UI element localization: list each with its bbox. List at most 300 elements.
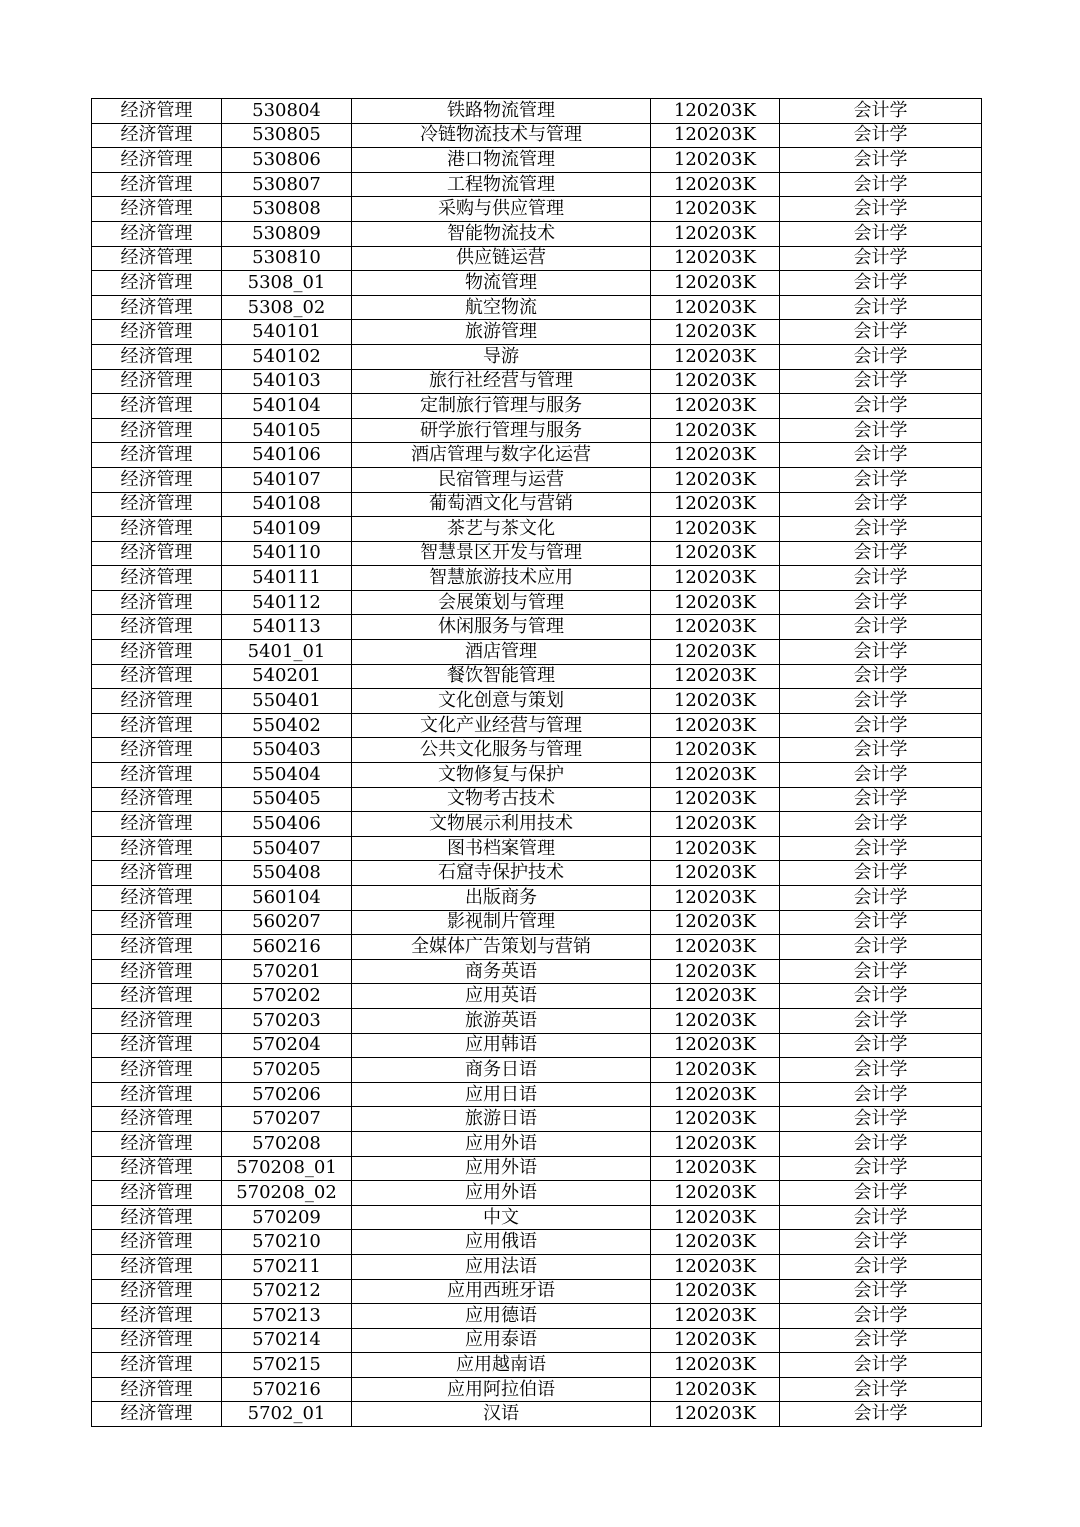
major-code-cell: 550408 — [222, 861, 352, 886]
table-row — [92, 1131, 982, 1156]
target-name-cell: 会计学 — [780, 984, 982, 1009]
major-name-cell: 汉语 — [352, 1402, 651, 1427]
major-code-cell: 540109 — [222, 517, 352, 542]
category-cell: 经济管理 — [92, 295, 222, 320]
target-code-cell: 120203K — [651, 123, 780, 148]
table-row — [92, 369, 982, 394]
target-name-cell: 会计学 — [780, 1033, 982, 1058]
category-cell: 经济管理 — [92, 566, 222, 591]
category-cell: 经济管理 — [92, 1156, 222, 1181]
target-name-cell: 会计学 — [780, 369, 982, 394]
category-cell: 经济管理 — [92, 861, 222, 886]
major-code-cell: 540102 — [222, 344, 352, 369]
major-code-cell: 570206 — [222, 1082, 352, 1107]
major-name-cell: 文物展示利用技术 — [352, 812, 651, 837]
major-name-cell: 图书档案管理 — [352, 836, 651, 861]
category-cell: 经济管理 — [92, 1033, 222, 1058]
table-row — [92, 1033, 982, 1058]
category-cell: 经济管理 — [92, 443, 222, 468]
major-name-cell: 出版商务 — [352, 886, 651, 911]
major-code-cell: 570213 — [222, 1304, 352, 1329]
target-name-cell: 会计学 — [780, 418, 982, 443]
target-code-cell: 120203K — [651, 1254, 780, 1279]
major-name-cell: 旅行社经营与管理 — [352, 369, 651, 394]
target-name-cell: 会计学 — [780, 99, 982, 124]
target-code-cell: 120203K — [651, 1131, 780, 1156]
target-name-cell: 会计学 — [780, 467, 982, 492]
category-cell: 经济管理 — [92, 1304, 222, 1329]
target-name-cell: 会计学 — [780, 1377, 982, 1402]
category-cell: 经济管理 — [92, 664, 222, 689]
target-name-cell: 会计学 — [780, 1353, 982, 1378]
table-row — [92, 763, 982, 788]
target-name-cell: 会计学 — [780, 123, 982, 148]
category-cell: 经济管理 — [92, 836, 222, 861]
major-code-cell: 550407 — [222, 836, 352, 861]
target-code-cell: 120203K — [651, 812, 780, 837]
major-name-cell: 应用英语 — [352, 984, 651, 1009]
target-code-cell: 120203K — [651, 246, 780, 271]
category-cell: 经济管理 — [92, 1205, 222, 1230]
category-cell: 经济管理 — [92, 1353, 222, 1378]
major-name-cell: 应用泰语 — [352, 1328, 651, 1353]
major-name-cell: 石窟寺保护技术 — [352, 861, 651, 886]
category-cell: 经济管理 — [92, 517, 222, 542]
target-code-cell: 120203K — [651, 172, 780, 197]
major-code-cell: 540101 — [222, 320, 352, 345]
major-code-cell: 570210 — [222, 1230, 352, 1255]
target-name-cell: 会计学 — [780, 590, 982, 615]
target-code-cell: 120203K — [651, 517, 780, 542]
major-code-cell: 570215 — [222, 1353, 352, 1378]
category-cell: 经济管理 — [92, 590, 222, 615]
major-code-cell: 5401_01 — [222, 640, 352, 665]
major-name-cell: 港口物流管理 — [352, 148, 651, 173]
target-name-cell: 会计学 — [780, 763, 982, 788]
major-code-cell: 570205 — [222, 1058, 352, 1083]
major-name-cell: 中文 — [352, 1205, 651, 1230]
target-name-cell: 会计学 — [780, 1156, 982, 1181]
major-code-cell: 560207 — [222, 910, 352, 935]
major-name-cell: 智慧景区开发与管理 — [352, 541, 651, 566]
major-name-cell: 酒店管理 — [352, 640, 651, 665]
table-row — [92, 344, 982, 369]
target-name-cell: 会计学 — [780, 1230, 982, 1255]
target-code-cell: 120203K — [651, 836, 780, 861]
category-cell: 经济管理 — [92, 1131, 222, 1156]
table-row — [92, 1156, 982, 1181]
target-code-cell: 120203K — [651, 1058, 780, 1083]
target-code-cell: 120203K — [651, 369, 780, 394]
category-cell: 经济管理 — [92, 935, 222, 960]
target-code-cell: 120203K — [651, 221, 780, 246]
major-code-cell: 570207 — [222, 1107, 352, 1132]
category-cell: 经济管理 — [92, 812, 222, 837]
category-cell: 经济管理 — [92, 787, 222, 812]
major-code-cell: 540107 — [222, 467, 352, 492]
target-name-cell: 会计学 — [780, 517, 982, 542]
category-cell: 经济管理 — [92, 713, 222, 738]
target-name-cell: 会计学 — [780, 1402, 982, 1427]
target-name-cell: 会计学 — [780, 271, 982, 296]
major-name-cell: 供应链运营 — [352, 246, 651, 271]
target-code-cell: 120203K — [651, 664, 780, 689]
target-name-cell: 会计学 — [780, 640, 982, 665]
table-row — [92, 394, 982, 419]
table-row — [92, 590, 982, 615]
table-row — [92, 787, 982, 812]
target-name-cell: 会计学 — [780, 394, 982, 419]
major-code-cell: 570214 — [222, 1328, 352, 1353]
major-code-cell: 550402 — [222, 713, 352, 738]
major-name-cell: 工程物流管理 — [352, 172, 651, 197]
target-name-cell: 会计学 — [780, 886, 982, 911]
major-code-cell: 570204 — [222, 1033, 352, 1058]
category-cell: 经济管理 — [92, 344, 222, 369]
table-row — [92, 320, 982, 345]
major-name-cell: 文物考古技术 — [352, 787, 651, 812]
table-row — [92, 1328, 982, 1353]
category-cell: 经济管理 — [92, 1082, 222, 1107]
major-code-cell: 560216 — [222, 935, 352, 960]
table-row — [92, 861, 982, 886]
category-cell: 经济管理 — [92, 1279, 222, 1304]
major-code-cell: 530808 — [222, 197, 352, 222]
major-name-cell: 应用日语 — [352, 1082, 651, 1107]
target-name-cell: 会计学 — [780, 197, 982, 222]
target-code-cell: 120203K — [651, 1107, 780, 1132]
target-name-cell: 会计学 — [780, 320, 982, 345]
target-name-cell: 会计学 — [780, 1279, 982, 1304]
target-name-cell: 会计学 — [780, 910, 982, 935]
major-name-cell: 应用越南语 — [352, 1353, 651, 1378]
major-code-cell: 540106 — [222, 443, 352, 468]
major-name-cell: 定制旅行管理与服务 — [352, 394, 651, 419]
target-code-cell: 120203K — [651, 738, 780, 763]
target-code-cell: 120203K — [651, 689, 780, 714]
category-cell: 经济管理 — [92, 99, 222, 124]
major-name-cell: 商务日语 — [352, 1058, 651, 1083]
table-row — [92, 910, 982, 935]
category-cell: 经济管理 — [92, 197, 222, 222]
major-code-cell: 570208_01 — [222, 1156, 352, 1181]
major-name-cell: 应用外语 — [352, 1131, 651, 1156]
major-code-cell: 540201 — [222, 664, 352, 689]
table-row — [92, 1402, 982, 1427]
major-name-cell: 旅游日语 — [352, 1107, 651, 1132]
major-name-cell: 文物修复与保护 — [352, 763, 651, 788]
target-name-cell: 会计学 — [780, 1304, 982, 1329]
major-code-cell: 570208 — [222, 1131, 352, 1156]
target-code-cell: 120203K — [651, 541, 780, 566]
target-code-cell: 120203K — [651, 1008, 780, 1033]
table-row — [92, 738, 982, 763]
target-code-cell: 120203K — [651, 935, 780, 960]
major-mapping-table — [91, 98, 982, 1427]
target-code-cell: 120203K — [651, 99, 780, 124]
table-row — [92, 1353, 982, 1378]
target-name-cell: 会计学 — [780, 566, 982, 591]
category-cell: 经济管理 — [92, 418, 222, 443]
major-name-cell: 研学旅行管理与服务 — [352, 418, 651, 443]
table-row — [92, 959, 982, 984]
table-row — [92, 123, 982, 148]
target-code-cell: 120203K — [651, 1181, 780, 1206]
table-row — [92, 1254, 982, 1279]
category-cell: 经济管理 — [92, 1254, 222, 1279]
table-row — [92, 713, 982, 738]
major-name-cell: 应用韩语 — [352, 1033, 651, 1058]
table-row — [92, 984, 982, 1009]
major-name-cell: 餐饮智能管理 — [352, 664, 651, 689]
target-name-cell: 会计学 — [780, 1131, 982, 1156]
table-row — [92, 271, 982, 296]
target-code-cell: 120203K — [651, 886, 780, 911]
target-name-cell: 会计学 — [780, 148, 982, 173]
category-cell: 经济管理 — [92, 148, 222, 173]
table-row — [92, 812, 982, 837]
target-code-cell: 120203K — [651, 1304, 780, 1329]
major-name-cell: 应用外语 — [352, 1156, 651, 1181]
target-code-cell: 120203K — [651, 443, 780, 468]
table-row — [92, 418, 982, 443]
table-row — [92, 1377, 982, 1402]
major-code-cell: 540104 — [222, 394, 352, 419]
category-cell: 经济管理 — [92, 221, 222, 246]
target-code-cell: 120203K — [651, 492, 780, 517]
table-row — [92, 1058, 982, 1083]
table-row — [92, 1230, 982, 1255]
major-code-cell: 540103 — [222, 369, 352, 394]
table-row — [92, 197, 982, 222]
category-cell: 经济管理 — [92, 492, 222, 517]
major-name-cell: 旅游管理 — [352, 320, 651, 345]
major-name-cell: 航空物流 — [352, 295, 651, 320]
target-code-cell: 120203K — [651, 787, 780, 812]
major-code-cell: 570203 — [222, 1008, 352, 1033]
target-name-cell: 会计学 — [780, 959, 982, 984]
category-cell: 经济管理 — [92, 640, 222, 665]
target-name-cell: 会计学 — [780, 172, 982, 197]
target-name-cell: 会计学 — [780, 541, 982, 566]
table-row — [92, 836, 982, 861]
major-name-cell: 公共文化服务与管理 — [352, 738, 651, 763]
target-name-cell: 会计学 — [780, 246, 982, 271]
table-row — [92, 615, 982, 640]
major-code-cell: 570212 — [222, 1279, 352, 1304]
table-row — [92, 1181, 982, 1206]
major-code-cell: 540112 — [222, 590, 352, 615]
target-code-cell: 120203K — [651, 1353, 780, 1378]
table-row — [92, 517, 982, 542]
major-name-cell: 民宿管理与运营 — [352, 467, 651, 492]
target-code-cell: 120203K — [651, 1205, 780, 1230]
target-code-cell: 120203K — [651, 640, 780, 665]
major-name-cell: 应用德语 — [352, 1304, 651, 1329]
major-code-cell: 570211 — [222, 1254, 352, 1279]
table-row — [92, 1205, 982, 1230]
major-name-cell: 应用俄语 — [352, 1230, 651, 1255]
category-cell: 经济管理 — [92, 1230, 222, 1255]
target-code-cell: 120203K — [651, 861, 780, 886]
category-cell: 经济管理 — [92, 467, 222, 492]
category-cell: 经济管理 — [92, 959, 222, 984]
target-code-cell: 120203K — [651, 1279, 780, 1304]
target-code-cell: 120203K — [651, 344, 780, 369]
major-name-cell: 商务英语 — [352, 959, 651, 984]
target-name-cell: 会计学 — [780, 738, 982, 763]
table-body — [92, 99, 982, 1427]
target-code-cell: 120203K — [651, 590, 780, 615]
major-name-cell: 应用法语 — [352, 1254, 651, 1279]
major-name-cell: 智能物流技术 — [352, 221, 651, 246]
category-cell: 经济管理 — [92, 320, 222, 345]
major-code-cell: 5702_01 — [222, 1402, 352, 1427]
target-code-cell: 120203K — [651, 467, 780, 492]
target-code-cell: 120203K — [651, 1033, 780, 1058]
target-code-cell: 120203K — [651, 615, 780, 640]
table-row — [92, 664, 982, 689]
table-row — [92, 640, 982, 665]
major-code-cell: 550404 — [222, 763, 352, 788]
target-code-cell: 120203K — [651, 148, 780, 173]
target-code-cell: 120203K — [651, 959, 780, 984]
major-name-cell: 酒店管理与数字化运营 — [352, 443, 651, 468]
target-name-cell: 会计学 — [780, 861, 982, 886]
target-code-cell: 120203K — [651, 295, 780, 320]
major-name-cell: 全媒体广告策划与营销 — [352, 935, 651, 960]
major-code-cell: 5308_02 — [222, 295, 352, 320]
target-name-cell: 会计学 — [780, 615, 982, 640]
category-cell: 经济管理 — [92, 369, 222, 394]
target-name-cell: 会计学 — [780, 1328, 982, 1353]
target-code-cell: 120203K — [651, 320, 780, 345]
major-code-cell: 530806 — [222, 148, 352, 173]
table-row — [92, 295, 982, 320]
table-row — [92, 246, 982, 271]
major-code-cell: 570208_02 — [222, 1181, 352, 1206]
table-row — [92, 886, 982, 911]
target-code-cell: 120203K — [651, 1402, 780, 1427]
major-code-cell: 530807 — [222, 172, 352, 197]
target-name-cell: 会计学 — [780, 1205, 982, 1230]
target-name-cell: 会计学 — [780, 689, 982, 714]
major-code-cell: 540110 — [222, 541, 352, 566]
target-name-cell: 会计学 — [780, 344, 982, 369]
target-code-cell: 120203K — [651, 910, 780, 935]
major-name-cell: 智慧旅游技术应用 — [352, 566, 651, 591]
category-cell: 经济管理 — [92, 246, 222, 271]
category-cell: 经济管理 — [92, 394, 222, 419]
major-code-cell: 550401 — [222, 689, 352, 714]
table-row — [92, 689, 982, 714]
major-name-cell: 铁路物流管理 — [352, 99, 651, 124]
target-code-cell: 120203K — [651, 1156, 780, 1181]
category-cell: 经济管理 — [92, 123, 222, 148]
category-cell: 经济管理 — [92, 271, 222, 296]
category-cell: 经济管理 — [92, 1328, 222, 1353]
category-cell: 经济管理 — [92, 689, 222, 714]
major-code-cell: 540108 — [222, 492, 352, 517]
table-row — [92, 221, 982, 246]
category-cell: 经济管理 — [92, 1181, 222, 1206]
category-cell: 经济管理 — [92, 910, 222, 935]
category-cell: 经济管理 — [92, 1107, 222, 1132]
major-code-cell: 550405 — [222, 787, 352, 812]
table-row — [92, 566, 982, 591]
target-name-cell: 会计学 — [780, 1058, 982, 1083]
target-code-cell: 120203K — [651, 394, 780, 419]
category-cell: 经济管理 — [92, 1402, 222, 1427]
target-code-cell: 120203K — [651, 566, 780, 591]
major-code-cell: 570216 — [222, 1377, 352, 1402]
category-cell: 经济管理 — [92, 541, 222, 566]
target-code-cell: 120203K — [651, 984, 780, 1009]
category-cell: 经济管理 — [92, 1377, 222, 1402]
table-row — [92, 1304, 982, 1329]
table-row — [92, 541, 982, 566]
target-code-cell: 120203K — [651, 197, 780, 222]
table-row — [92, 467, 982, 492]
major-code-cell: 530809 — [222, 221, 352, 246]
major-code-cell: 570201 — [222, 959, 352, 984]
major-name-cell: 导游 — [352, 344, 651, 369]
target-name-cell: 会计学 — [780, 935, 982, 960]
target-name-cell: 会计学 — [780, 1082, 982, 1107]
target-code-cell: 120203K — [651, 713, 780, 738]
major-name-cell: 休闲服务与管理 — [352, 615, 651, 640]
target-name-cell: 会计学 — [780, 492, 982, 517]
major-code-cell: 530805 — [222, 123, 352, 148]
target-name-cell: 会计学 — [780, 812, 982, 837]
major-code-cell: 550406 — [222, 812, 352, 837]
target-code-cell: 120203K — [651, 1328, 780, 1353]
major-name-cell: 冷链物流技术与管理 — [352, 123, 651, 148]
major-code-cell: 5308_01 — [222, 271, 352, 296]
major-code-cell: 550403 — [222, 738, 352, 763]
table-row — [92, 443, 982, 468]
major-code-cell: 540111 — [222, 566, 352, 591]
major-code-cell: 530810 — [222, 246, 352, 271]
category-cell: 经济管理 — [92, 763, 222, 788]
major-name-cell: 物流管理 — [352, 271, 651, 296]
major-name-cell: 文化产业经营与管理 — [352, 713, 651, 738]
major-code-cell: 560104 — [222, 886, 352, 911]
major-code-cell: 530804 — [222, 99, 352, 124]
table-row — [92, 148, 982, 173]
major-name-cell: 应用西班牙语 — [352, 1279, 651, 1304]
major-name-cell: 应用外语 — [352, 1181, 651, 1206]
target-name-cell: 会计学 — [780, 664, 982, 689]
table-row — [92, 935, 982, 960]
category-cell: 经济管理 — [92, 172, 222, 197]
target-name-cell: 会计学 — [780, 1181, 982, 1206]
table-row — [92, 172, 982, 197]
major-name-cell: 文化创意与策划 — [352, 689, 651, 714]
target-name-cell: 会计学 — [780, 443, 982, 468]
major-name-cell: 影视制片管理 — [352, 910, 651, 935]
table-row — [92, 1279, 982, 1304]
target-name-cell: 会计学 — [780, 1107, 982, 1132]
table-row — [92, 1107, 982, 1132]
major-name-cell: 应用阿拉伯语 — [352, 1377, 651, 1402]
category-cell: 经济管理 — [92, 1058, 222, 1083]
major-code-cell: 570202 — [222, 984, 352, 1009]
target-name-cell: 会计学 — [780, 295, 982, 320]
table-row — [92, 492, 982, 517]
major-code-cell: 540105 — [222, 418, 352, 443]
major-code-cell: 540113 — [222, 615, 352, 640]
